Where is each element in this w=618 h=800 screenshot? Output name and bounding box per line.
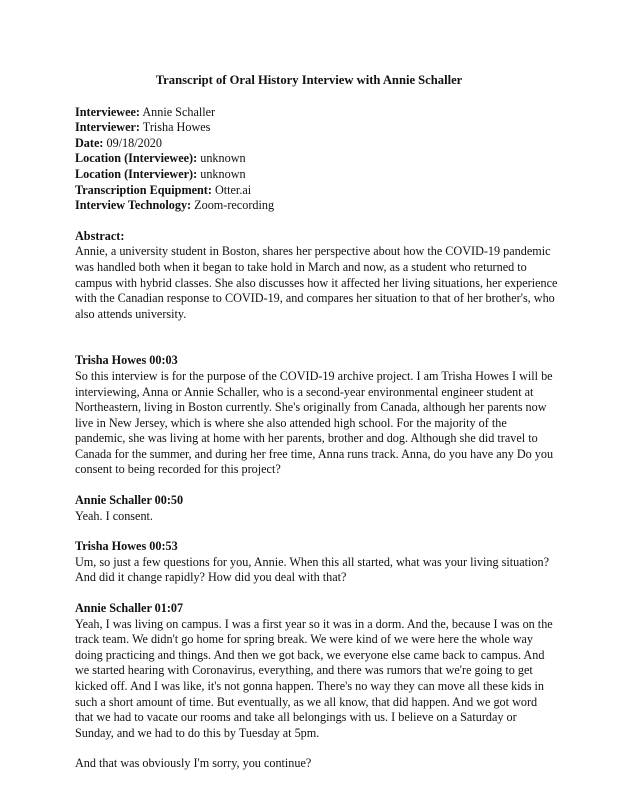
meta-label: Location (Interviewer): bbox=[75, 166, 198, 181]
turn-text: So this interview is for the purpose of the COVID-19 archive project. I am Trisha Howes I will be interviewing, Anna or Annie Schaller, who is a second-year environmental engineer student at Northeastern, living in Boston currently. She's originally from Canada, although her parents now live in New Jersey, which is where she also attended high school. For the majority of the pandemic, she was living at home with her parents, brother and dog. Although she did travel to Canada for the summer, and during her free time, Anna runs track. Anna, do you have any Do you consent to being recorded for this project? bbox=[75, 368, 554, 477]
transcript-turn bbox=[75, 493, 558, 524]
abstract-heading: Abstract: bbox=[75, 228, 125, 243]
meta-label: Date: bbox=[75, 135, 104, 150]
meta-interviewer bbox=[75, 120, 558, 136]
meta-transcription-equipment bbox=[75, 183, 558, 199]
meta-label: Location (Interviewee): bbox=[75, 151, 198, 166]
abstract-section bbox=[75, 229, 558, 323]
turn-text: Um, so just a few questions for you, Annie. When this all started, what was your living situation? And did it change rapidly? How did you deal with that? bbox=[75, 554, 550, 585]
turn-text: Yeah. I consent. bbox=[75, 508, 153, 523]
meta-value: Otter.ai bbox=[214, 182, 252, 197]
meta-location-interviewee bbox=[75, 151, 558, 167]
speaker-timestamp: Trisha Howes 00:53 bbox=[75, 539, 178, 554]
speaker-timestamp: Trisha Howes 00:03 bbox=[75, 353, 178, 368]
abstract-text: Annie, a university student in Boston, shares her perspective about how the COVID-19 pandemic was handled both when it began to take hold in March and now, as a student who returned to campus with hybrid classes. She also discusses how it affected her living situations, her experience with the Canadian response to COVID-19, and compares her situation to that of her brother's, who also attends university. bbox=[75, 244, 558, 321]
meta-value: Annie Schaller bbox=[142, 104, 216, 119]
speaker-timestamp: Annie Schaller 01:07 bbox=[75, 601, 184, 616]
meta-date bbox=[75, 136, 558, 152]
meta-value: Trisha Howes bbox=[142, 120, 211, 135]
meta-label: Interview Technology: bbox=[75, 198, 192, 213]
metadata-block bbox=[75, 105, 558, 214]
turn-text: Yeah, I was living on campus. I was a first year so it was in a dorm. And the, because I was on the track team. We didn't go home for spring break. We were kind of we were here the whole way doing practicing and things. And then we got back, we everyone else came back to campus. And we started hearing with Coronavirus, everything, and there was rumors that we're going to get kicked off. And I was like, it's not gonna happen. There's no way they can move all these kids in such a short amount of time. But eventually, as we all know, that did happen. And we got word that we had to vacate our rooms and take all belongings with us. I believe on a Saturday or Sunday, and we had to do this by Tuesday at 5pm. bbox=[75, 616, 553, 740]
meta-label: Interviewee: bbox=[75, 104, 140, 119]
transcript-turn bbox=[75, 601, 558, 772]
meta-location-interviewer bbox=[75, 167, 558, 183]
meta-label: Transcription Equipment: bbox=[75, 182, 212, 197]
transcript-turn bbox=[75, 353, 558, 478]
meta-interviewee bbox=[75, 105, 558, 121]
meta-interview-technology bbox=[75, 198, 558, 214]
speaker-timestamp: Annie Schaller 00:50 bbox=[75, 493, 184, 508]
document-title: Transcript of Oral History Interview with Annie Schaller bbox=[155, 73, 463, 87]
transcript-turn bbox=[75, 539, 558, 586]
meta-value: unknown bbox=[200, 166, 246, 181]
turn-text: And that was obviously I'm sorry, you continue? bbox=[75, 756, 312, 771]
meta-value: 09/18/2020 bbox=[106, 135, 162, 150]
meta-label: Interviewer: bbox=[75, 120, 140, 135]
meta-value: Zoom-recording bbox=[194, 198, 275, 213]
meta-value: unknown bbox=[200, 151, 246, 166]
